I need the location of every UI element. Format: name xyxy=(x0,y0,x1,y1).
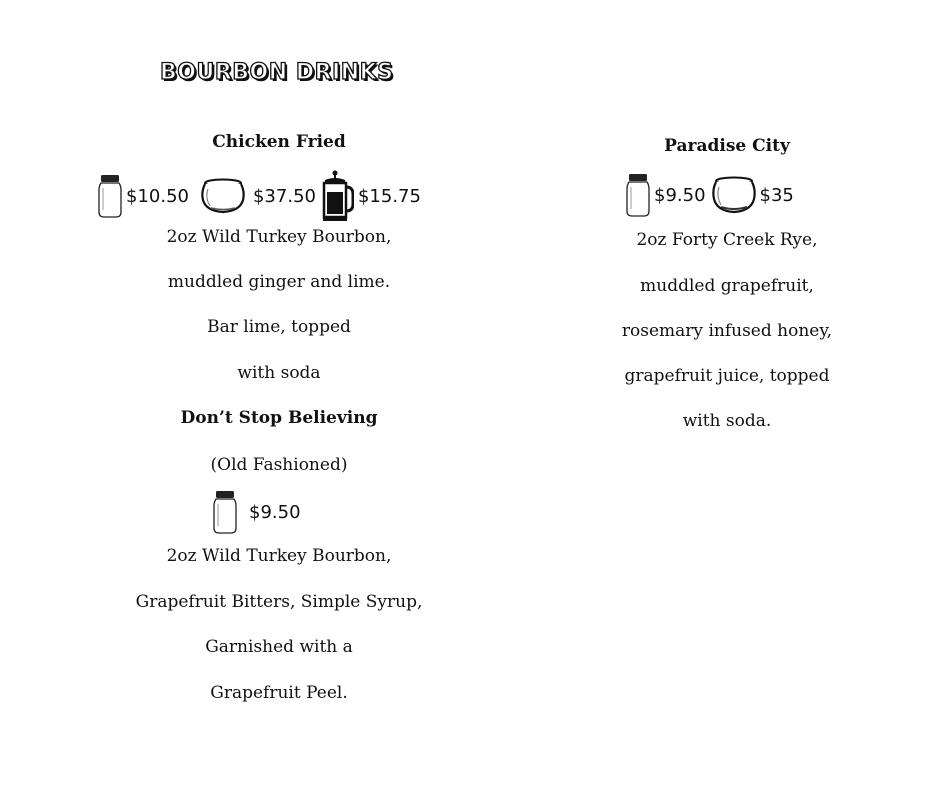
price-bowl: $37.50 xyxy=(252,185,316,207)
french-press-icon xyxy=(320,170,354,222)
description-line: Grapefruit Bitters, Simple Syrup, xyxy=(135,592,423,612)
price-row-paradise-city xyxy=(626,173,794,217)
price-bowl: $35 xyxy=(759,184,794,206)
drink-subtitle: (Old Fashioned) xyxy=(210,455,348,475)
mason-jar-icon xyxy=(626,173,650,217)
description-line: Garnished with a xyxy=(205,637,353,657)
drink-name-paradise-city: Paradise City xyxy=(664,136,790,156)
description-line: Grapefruit Peel. xyxy=(210,683,348,703)
punch-bowl-icon xyxy=(712,176,756,214)
price-jar: $9.50 xyxy=(249,501,301,523)
description-line: rosemary infused honey, xyxy=(621,321,833,341)
description-line: with soda. xyxy=(682,411,772,431)
price-french-press: $15.75 xyxy=(357,185,421,207)
drink-name-dont-stop-believing: Don’t Stop Believing xyxy=(180,408,378,428)
description-line: 2oz Wild Turkey Bourbon, xyxy=(166,227,392,247)
price-jar: $10.50 xyxy=(126,185,189,207)
mason-jar-icon xyxy=(98,174,122,218)
mason-jar-icon xyxy=(213,490,237,534)
price-row-dont-stop-believing xyxy=(213,490,301,534)
description-line: 2oz Wild Turkey Bourbon, xyxy=(166,546,392,566)
description-line: with soda xyxy=(237,363,321,383)
description-line: 2oz Forty Creek Rye, xyxy=(636,230,818,250)
description-line: muddled ginger and lime. xyxy=(167,272,391,292)
description-line: Bar lime, topped xyxy=(207,317,351,337)
drink-name-chicken-fried: Chicken Fried xyxy=(212,132,346,152)
price-row-chicken-fried xyxy=(98,170,421,222)
description-line: muddled grapefruit, xyxy=(640,276,814,296)
description-line: grapefruit juice, topped xyxy=(624,366,830,386)
price-jar: $9.50 xyxy=(654,184,706,206)
punch-bowl-icon xyxy=(201,178,245,214)
menu-title: BOURBON DRINKS xyxy=(160,60,394,85)
